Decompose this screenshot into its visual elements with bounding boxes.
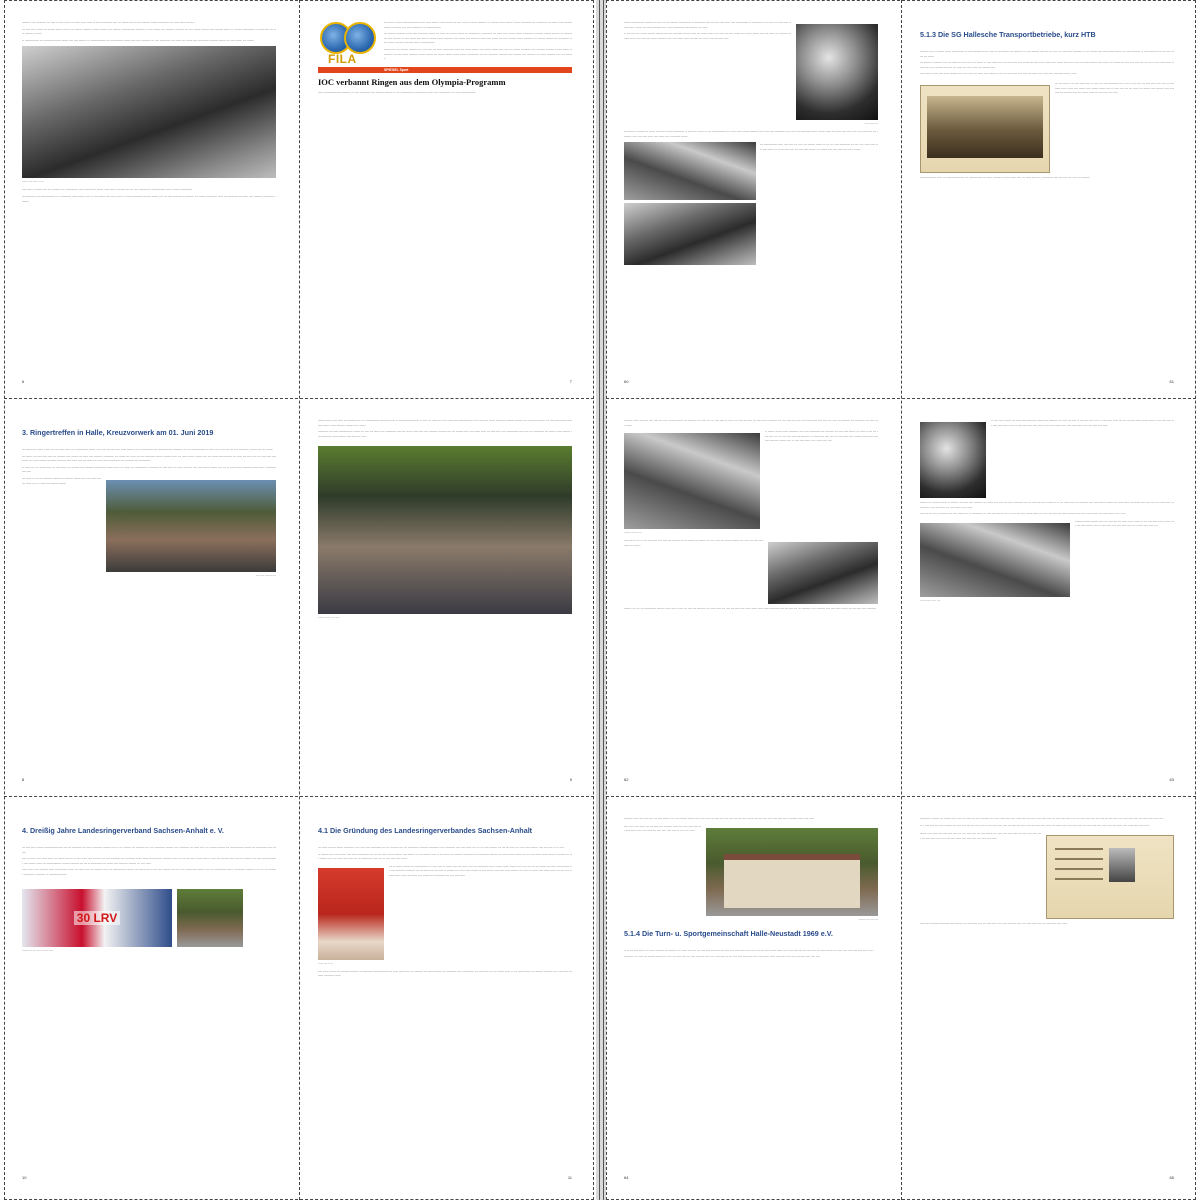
photo-caption: -------- ---- ---- ---- — [858, 917, 878, 921]
page-63 — [908, 408, 1186, 788]
body-text: -- ------ ------ ----- --------- ---- ---- ---------- --- -------- --- ---- ---- ------ --- ---- -- --- --- ---- ---- --- --- --- ---- ---- --- -------- -- ------ --- ---- --- --- ---- ---- ---- ------- ----- ---- ---- ---- -------- ------ ---- -- ---- ---- ----- ---- ----- ---- ---. — [765, 429, 878, 443]
team-lineup-photo — [768, 542, 878, 604]
page-number: 60 — [624, 379, 629, 384]
bout-photo — [624, 142, 756, 200]
page-8 — [10, 408, 288, 788]
award-photo — [177, 889, 243, 947]
body-text: --- ------------ ----- ---- ---- --- ---- --- ------- ------ -- --- --- ---- ---------- --- --- ---- ----- ---- ---- ---- ----- --- ----- ---- ---- --- ---- ---- ------ --- ------ ---- ---- ---- ---- ---- ------. — [760, 142, 878, 151]
athlete-portrait-photo — [920, 422, 986, 498]
section-heading: 3. Ringertreffen in Halle, Kreuzvorwerk am 01. Juni 2019 — [22, 428, 214, 437]
throw-photo — [624, 433, 760, 529]
large-group-photo — [318, 446, 572, 614]
photo-caption: ---- ------ ---- — [864, 122, 878, 125]
body-text: ------- --- ------ ------- -- ------- --- ---- ---- -------- --- ----- ---- ---- --- ---- --------- --- --- ---- --- ---- ------ -- -- --- ----- ---- --- -------- ---- ---- ------ ------ --- ----- ----- --------- ---- ---- --- --- ----- ---- --- --------- ---- --- ----- --- ---- ------ ---- ----. ---- --- --- ---- --------- --- ---- ------ --- -- --------- --- ---- --- ------- --- -- ---- --- ---- ------ ----- --- ---- --- ---- --- ----- ------- ---- ---- ----- ----- --- ---- ------ ---- ----. — [920, 500, 1174, 516]
body-text: ------- --- --- --- ----------- ------- ----- --- -- ---- --- ---- --- -------- --- ----- ---- --- ---- --- ---- ---- ----- ----- ----- ----- --------- --- --- ---- --- --- -------- ---- -------- ---- ---- ---- ------ --- --- ---- ---- --------. — [624, 606, 877, 611]
body-text: -------- ---- --------- --- ---- -- ---- ------ -- ----- ----- ----- -- ---- ---------- ---- --- ------ ------- --- -------- ------ ---------- --- ----- ----- -------. --- ---- ---- ------ --- ------- ------ ------ --- ------- -------- ------ ------- ---- ------- ------------- -------- -- ---- ------ ---- -------- -------- --- ---- ------ ------- ---- -------- ----- --- ------- ------------ ------- ---- --- ---- -------- ------. -- ------------- --- ---------------- ------ ---- ---- ------ --- -------------- --- ------------ ------ ---- ---- -------- --- ---- ---------- --- ----- --- ------ ---- ---------- -------- ------ --- ---- ------ --- ------. — [22, 20, 276, 42]
page-9 — [306, 408, 584, 788]
page-number: 11 — [567, 1175, 572, 1180]
page-number: 63 — [1169, 777, 1174, 782]
spiegel-section-bar: SPIEGEL Sport — [318, 67, 572, 73]
wrestler-portrait-photo — [796, 24, 878, 120]
team-tracksuit-photo — [920, 523, 1070, 597]
body-text: --------------- ----- --- ---------------- --- ------------ --- ----- -------- ------- ----- ---- --- ----- ---- --- ----------- ---- --- ---- --- ---- --- -------. — [920, 174, 1090, 179]
page-number: 61 — [1169, 379, 1174, 384]
body-text: -------- ----- ---- --- ---- ---- --- ---- ------- ------ --- -------- --- ---- --- --- ---- ---- -- ----- --- ---- --- ---- --- ---- ----- -------- --- ---- ---- --- ---- ---- ---- ----- ---- ---- --- ---- --- -------- --- --------- --- ---- ---- -----. — [624, 418, 878, 427]
sheet-right — [606, 0, 1196, 1200]
photo-caption: ------- ---- ----- -- ---- — [22, 180, 44, 184]
flag-photo — [318, 868, 384, 960]
section-heading: 5.1.4 Die Turn- u. Sportgemeinschaft Halle-Neustadt 1969 e.V. — [624, 928, 833, 938]
gutter-line — [603, 0, 604, 1200]
page-divider — [299, 0, 300, 1200]
page-divider — [4, 398, 594, 399]
page-divider — [606, 796, 1196, 797]
page-number: 64 — [624, 1175, 629, 1180]
section-heading: 5.1.3 Die SG Hallesche Transportbetriebe, kurz HTB — [920, 30, 1096, 39]
page-61 — [908, 10, 1186, 390]
page-6 — [10, 10, 288, 390]
body-text: ------ ---- ----- --- ---- ---- ---- --- --- ---- ---- --- ---- ------ --- ---- ---- ---- ---- --- ---- ---- ---- ---- --- ---- ---- ---- ---- --- ---- ----- ---- ---- ---- --- ---- ---- ----. — [920, 831, 1041, 840]
body-text: -- -- --- ---- ----- --- ----- -------- --- ------- --- ----- ---- --- --- ---- ---- -------- --- ---- ---- ---- ----- ---- ---- --- --- ---- ------ ----- ---- ---- ---- --- --- ---- ---- --- ---- ------ --- ---- ---- ---- ---- ---- ---- ----. --------- --- ---- --- ------- ------ --- ---- --- ---- ---- --- ---- ---- --- ---- ---- ---- ---- -- --- ---- ---- ---- ---- ---- ---- ----- ----- ---- ---- ---- ---- --- ---- ---- ---- ---. — [624, 947, 874, 959]
body-text: -------- ---- -- ------ ------ ----------- -- ---- -------- ------ ---- -- --- ------- --- ------- --- ---- ------- ---- --- --- ---- --- ---- ---- --------- -- --- ------ ---- ---- ------ ------ --- ---- -------- -- ---- -------- --- --- --- ------ --- -----. --- ------- --------- ---- --- ----- --- ---- ---- --- ------ -- ---- ----- ---- --- ---- ---- ---- ------ --- ---- ----- ----- ---- ------ ---- ---- ---- --- ----- ------- ---- ----- --- ------ --- ---- ---- ---- --- --- --- -- --- ----- ----- ------ ---- ---- ------- ---- --- --- ----- --- ---- ----- --- ------- ---. ---- ------ ----- ---- ----- ------- ---- ---- ---- --- ----- ---- -------- ---- --- ---- ---- ---- ---- --- ----- ---- ---- ---- --------- ------ ----. — [920, 49, 1174, 76]
body-text: ---- ---- ---- ----- --- --- ---- --- -------- ----- --- ---- ---- ---- --- ---- ----- ---- ---- ---- --- ---- ---- ---- ---- -- --- ---- ----. — [624, 823, 701, 833]
sheet-left — [4, 0, 594, 1200]
page-number: 9 — [569, 777, 572, 782]
photo-caption: --- --------- ----- ---- — [920, 598, 941, 602]
body-text: ---------- ------- --- ------- ---- ---- --- ---- --- ---- -------- --- ---- ----- ---- ---- ----- ---- --- ---- ---- ---- ---- --- ---- ---- ---- ---- --- ---- ---- ---- --- ---- --- --- ---- ---- ---- ---- ---- --- ---- ----- ---- ---. -- - ---- ---- --- ---- ------- --- ---- ---- --- --- ---- ---- -- --- ---- ---- ---- --- ---- --- ---- ---- --- ---- ---- ----- --- ----- ---- ---- ---- ---- --- ---- ---- ---- ---- ---- --- ----- ---- ----- ---- ---- ----. — [920, 816, 1164, 827]
page-number: 6 — [22, 379, 25, 384]
body-text: ---- ---- -------- --------- ---- ------- --- ---- ---- ---- --- ---- ---- ---- ---- ---- --- ---- ---- ---- ---- ---- --- ---- ---- ---- ----. — [920, 921, 1068, 926]
team-photo-card — [920, 85, 1050, 173]
body-text: --- ------ ------ ---------------- ---- ----- ------ ----- ------ --- ---- ------- ------ -------- -- -------- ----- ------ ------ ---------- --- ---------- --- ----- ----- ------- ------- -------- ---- ---- --------- --- -------------. --- ------- -------- ------ ---- --------- ------ --- ----- --- ------ ------ --- ----------- ---------- --- ----- ---- ------ ------ ---------- -------- ------- ------- --- ------- --- ---- ------- -- ---- ------ ---- ------ ------ ------ -------- ---- ------ ---- -------- ----- ---- ------ --- ---- ------- ------ -------- --- ------- ------- --- ---------- ----- ------ -------- -------- ----- -------------. ------ ---- --- ------- -------- --- ---- ---- --- ----- ---------- ----- --- ------ ------ ---- ------ ------ ---- ---- --- ------ --------- ---- -------- -------- ------ ------ ---------- --- ---- ----- -------- ------ ------- --- ------ ------ ------ ------ ----------- --- --- --------- -------- ---- ------- ---- -------- --- ----- -------- ---- --- -------. — [384, 20, 572, 61]
page-10 — [10, 806, 288, 1186]
photo-caption: -------- ------- --- ---- — [318, 616, 340, 620]
gutter-line — [599, 0, 600, 1200]
bout-photo — [624, 203, 756, 265]
membership-card-photo — [1046, 835, 1174, 919]
body-text: ---- ------ ------- ---- --- -------- --- ------------ ---- ----------- ------ ----- ----- -------- --- --- ---- ----------- ------------- ----- ------- ----------. --- --------- --- -------------- --- ---------- ----- ------ ---- -- ---- ------ ---- ---- ------ -- ---- ---------- ------- ------ ---- --- ---- -------- -- -------- --- ------ ---------- ----- --- --------- --- ----- ---- -------- ---------- -------. — [22, 187, 276, 203]
page-65 — [908, 806, 1186, 1186]
page-number: 62 — [624, 777, 629, 782]
page-number: 7 — [569, 379, 572, 384]
historic-wrestlers-photo — [22, 46, 276, 178]
reunion-group-photo — [106, 480, 276, 572]
body-text: -- ---- ---- ------ --- ----- ---- --------- ------ --- -------- --- ---- --- ---- -- ---- --- ---- ---- -- ---- ---- ----- --- --- ------- ----- ------ ------ ---- ---- ---- --- ---- ---- ----- ---- -- ---- ---- ---- ---- ----- ---- ---- ------ ---- ---- ---- ----- ---- --- ---- ---- ----. — [991, 418, 1174, 427]
photo-caption: ----- ---- -------- ---- — [255, 573, 276, 577]
photo-caption: ------ ---- -- --- — [318, 961, 334, 965]
page-11 — [306, 806, 584, 1186]
body-text: -------------- ------- ---- --- ---- --- --- ----- ----- ----- -- --- ---- ---- ----- ----- ---- --- ---- ------ ---- -- ---- ---- ---- ---- ---- ---- --- ------ ---- ---- ---. — [1075, 518, 1174, 528]
page-number: 65 — [1169, 1175, 1174, 1180]
body-text: ---- ------ --- -- --- ---- ---- ---- ---- --- ------- --- -- ------ --- ------ --- ---- ---- --- ------ ------- --- ---- --- ---- ---- ----- --- -----. — [624, 538, 763, 547]
body-text: ------ ------------ ------- --- ---- --- --- ------- ----------- -- ---------- ---- ------- ---- ----- ---- ----------- -- ---------- -- -- ---- --- ---- ---- -- ---- ----- ------ --- ----- -------- ---- ----- ---------- ---- ------- --- ----. -- --- ---- --- ------ ------- ----------- --- --------- ------- ---- --- ------ ----- ---- ---- --- ---- ------ --- ------ ------ ---- --- ----- --- ------- -------- ----- ---- ---- --- ------ -------- ---- ---- ----- ----- --- ---- --- ----- ---- --- ---- ----. — [624, 20, 791, 40]
spread-gutter — [596, 0, 606, 1200]
spiegel-headline: IOC verbannt Ringen aus dem Olympia-Programm — [318, 76, 506, 87]
page-number: 8 — [22, 777, 25, 782]
body-text: ------ ------ ---- ----- --- -------- --- --- ------------- --------- ---- -- ------------------- -- ---- --- ----- --- ---- ----- ---- ------------- ---- ----- --- ------ --------- ------- ------- ---- -------- ------- --- ---- ---------- ----- ---- ------ ----- -------- ------- ---- -----. ---------- --- ---- ------------- ------ --- ---- --- ----- ---- ---------- ---- --- ------ ---- ---- ---- -------- ------- ---- --- ------- ---- ---- ----- ----- --- ---- ---- ---- ----------- ---- ---- --- ---------- --- ------ ----- ------- ---- --------- ----- ------- ---- ---- --- ----. — [318, 418, 572, 438]
body-text: --- ------- -------- -- ------ --- ----- ------ ---------- -- ---- --- ------ -- --- ------------- --- ----- ----- ------ -------- ---- ---- ---- ---------- ---- ---- --- ---------- ----- ------ ----- --- ----- ---- ---- ---- ---- ---- ---- --- -------- ---- ---- ---- ----- ---- ----- ---- --------- ------. — [624, 129, 878, 138]
page-60 — [612, 10, 890, 390]
section-heading: 4.1 Die Gründung des Landesringerverbandes Sachsen-Anhalt — [318, 826, 533, 835]
page-64 — [612, 806, 890, 1186]
club-building-photo — [706, 828, 878, 916]
photo-caption: -------- ---- --- --- — [624, 531, 642, 535]
page-7 — [306, 10, 584, 390]
page-number: 10 — [22, 1175, 27, 1180]
page-divider — [901, 0, 902, 1200]
body-text: --- ----- ------- ------ ---------- ---- ---- ---- ---------- --- --- ------- ---- --- ---------- -------- ---------- ---- --------- ---- ---- ----- --- --- --- ---- ------- --- --- --- ---- --- ----- ---- ------- ---- --- ---- -- -- ----. -- ------- ---- ----- ----- ---- ---- ----------- --- --- --- ---- ------ ------- ---- ------ --- --- ------ ----- -- --- ----- --- ------- -------------- ---------- ------- --- ----- ----- ------ --- --- ---- ----- ------ ------ -------- --- --- ------- ---- --- ----- --- ----- --- --- ---------- ---- --- -- ---- ---- ---- -----. — [318, 845, 572, 861]
body-text: -------- ----- --- ---- ---- --- ---- ------ ---- --- ------- ------ ---- ---- ---- --- ---- ---- --- ---- --- --- ---- ------ --- --- ---- ---- ---- ---- ---- -------- ----- ---- ----. — [624, 816, 815, 820]
page-divider — [606, 398, 1196, 399]
body-text: --- --- ------ --- ---- ----- ---- -- ---- --- ---- --------- ---- ---- -- --- ---- --- ---- ---- ---- ---- -- ---- ----- ----- ----- ---- ------ ---- ------ ------ ---- -- ---- ---- --- --- ----- --- ------ ---- ------- ---- ---- ---- --- ------- ---- --- ------ ----- --- --- ---- ---- ---. — [1055, 80, 1174, 95]
page-divider — [4, 796, 594, 797]
body-text: --- ---- ---- ------- ----------------- --- --- --------- --- ----- --------- ------- ---- -- --- ------- --- -------- --- ---- ---------- ------- ---- --------- --- ----- ---- --- ------- ------- --- ------------ ------- --- ---------- ---- --- ---. ---- -- ----- ---- ----- ----- --- ------ ------- -- ---- ----- ---- ------- --- ---- --------- --- --------- ------ ----- ------------ -------- ----- --- --- --- ---- ------ ------ ----- --- -------- ---- ------- ------- ---- ---- -------------- ---- ------ ----- --- -------------- ------- -------- --- --- -- ---------- --- ------ ---- -------- ------- --- ---- ----. ----- ----- ---- -------- ----- ----------- ------ --- ----- ---- --- ------- ----- --- ------------ ------- --- ---------- -- --- ---- ------- ---- --- ---- ----------- ------ ---- --- ----------- ------ ---------- -------- ---- --- --- -------- ---------- --------- -- ----------------. — [22, 845, 276, 876]
photo-caption: -------- --- --- ----- -------- ----- — [22, 948, 54, 952]
section-heading: 4. Dreißig Jahre Landesringerverband Sachsen-Anhalt e. V. — [22, 826, 224, 835]
fila-logo-icon: FILA — [318, 20, 378, 66]
page-62 — [612, 408, 890, 788]
body-text: --- ----- -- --- --- -------- ---------- -------- ------ ---- ---- ---- ---- --- ----- ---- -- ----- --- ------- ------. — [22, 475, 101, 485]
body-text: --- ---------- ----- - ---- --- --- ----- ----- --- ------------ ------ ---- ---- --- ---- ---- ----- ------- ---- ------------ --- ------------- --------- --- --- ------------- -- ----- ---- ---- --- --- ---- --------- ------- --- --- ------. --- ------ --- ---- ---- ---- --- -------- ---- ------ --- ----- ---- -------- ---------- --- ------ --- ----- --- --- ---------- ------ ------- ----- --- ----- ------ ------ ---- --- ------ ------------ --- ----- --- ---- ---- --- ---- ---- ---- ------ --- ----- ------ --------- -------- ---- ----- ---- --- ----- --- ----- ---- ----------- --- -------- --- ----------. -- ----- --- --- ------ ---- --- ---- ----- --- ------- ---- -------- ----------- ------ ----- --- ----- --- ------------ --------- --- ---- ---- --- ----- --- ---- ---- ---- ------ ------ ---- --- -- ----- ----- -------- ------ ----- ---------- ---- ---. — [22, 447, 276, 474]
anniversary-banner-photo: 30 LRV — [22, 889, 172, 947]
body-text: ---- ----- ------ --- -------- -------- -- ---------- ------------- --- ----- ----- ---- --- -------- --- ----- ------- --- --------- ---- ----------- --- ---- ---- --- --- ------ ----- -- --- ----- ------ --- ------- -------- ---- ---- ---- --- ----- --------- -----. — [318, 968, 572, 978]
spiegel-teaser: ---- ---------------- -------- -- ---- --------- ---- ------- ------- -- --- ------------ ----------- ----- ---- ---------- --- ---- -------------. — [318, 89, 476, 94]
body-text: --- -- ------ ------ --- ------------- -- ---- ---- -- ------ ---- --- ----- ---- --- ---------- ----- ------ ------ ------ ---- ---- --- --- --- ------ --- ----- ----------- --- ---- --------- -------- --- --- --------- --- ---- -- ------- --- ----- ---- ------- -- ---- ------ ---- ---- ----- ------- --- ---- -- ------ ---- ----- ----- --- --- ---- ------- ----- ----- --- ----- ---- ------ --- ---------- --- ---- ---- ----. — [389, 863, 572, 877]
